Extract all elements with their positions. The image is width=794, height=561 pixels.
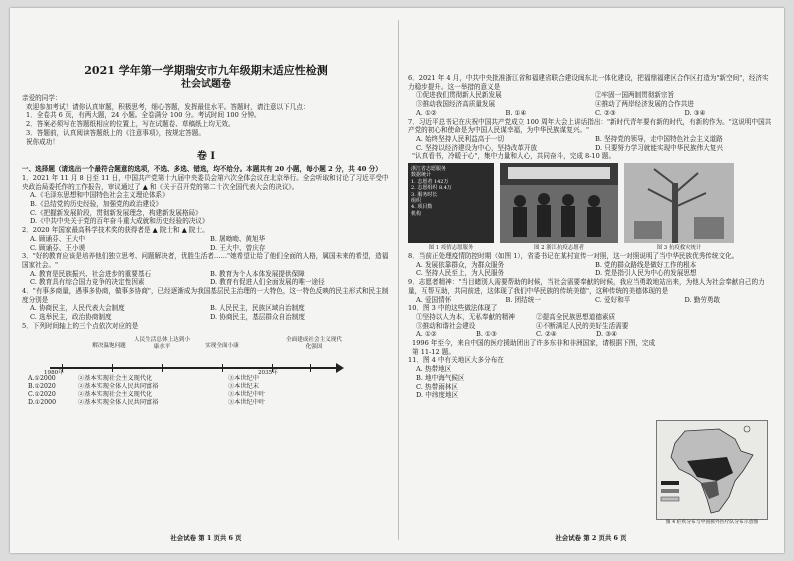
q6-statement-1: ①促进我们贯彻新人民新发展 xyxy=(416,91,502,100)
q10-statements-row-1 xyxy=(408,313,656,322)
exam-subtitle: 社会试题卷 xyxy=(181,79,231,90)
wish-text: 祝你成功！ xyxy=(26,137,59,146)
timeline-label-quanmian: 实现全面小康 xyxy=(205,342,239,349)
q6-choice-d: D. ③④ xyxy=(684,108,706,117)
exam-title: 2021 学年第一学期瑞安市九年级期末适应性检测 xyxy=(84,64,328,77)
q6-statement-4: ④推动了两岸经济发展的合作共进 xyxy=(595,100,694,109)
q6-statements-row-2 xyxy=(408,100,774,109)
q10-statement-2: ②提高全民族思想道德素质 xyxy=(536,312,616,321)
q4-option-a: A. 协商民主，人民代表大会制度 xyxy=(30,304,125,313)
question-1: 1．2021 年 11 月 8 日至 11 日，中国共产党第十九届中央委员会第六次全体会议在北京举行。全会听取和讨论了习近平受中央政治局委托作的工作报告，审议通过了 ▲ 和《关于召开党的第二十次全国代表大会的决议》。 xyxy=(22,173,389,191)
photo-people-icon xyxy=(500,163,618,243)
q8-option-d: D. 党是指引人民为中心的发展思想 xyxy=(595,269,697,278)
q10-choice-a: A. ①② xyxy=(416,330,437,339)
question-11: 11．图 4 中有关地区大多分布在 xyxy=(408,356,504,365)
q4-option-c: C. 选举民主，政治协商制度 xyxy=(30,313,112,322)
exam-sheet xyxy=(10,8,784,553)
figure-row xyxy=(408,163,774,243)
q10-statements-row-2 xyxy=(408,322,656,331)
q6-statements-row-1 xyxy=(408,91,774,100)
q1-option-b: B.《总结党的历史经验，加强党的政治建设》 xyxy=(30,200,163,209)
africa-map xyxy=(656,420,768,520)
q9-option-d: D. 勤劳勇敢 xyxy=(684,295,721,304)
q10-statement-3: ③推动和谐社会建设 xyxy=(416,321,476,330)
figure-3-caption: 图 3 抗疫救灾统计 xyxy=(656,245,702,252)
q2-option-b: B. 屠呦呦、黄旭华 xyxy=(210,234,266,243)
figure-1-caption: 图 1 疫情志愿服务 xyxy=(428,245,474,252)
question-5: 5．下列时间轴上的三个点依次对应的是 xyxy=(22,321,139,330)
q11-12-intro: 1996 年至今，来自中国的医疗援助团出了许多东非和非洲国家，请根据下图，完成第 11-12 题。 xyxy=(412,339,656,356)
q11-option-d: D. 中纬度地区 xyxy=(416,391,459,400)
question-8: 8．当前正处理疫情防控时期（如图 1），省委书记在某村宣传一对照，这一对照说明了当中华民族优秀传统文化。 xyxy=(408,252,739,261)
q5-option-a: A.①2000 ②基本实现社会主义现代化 ③本世纪中 xyxy=(28,374,259,382)
q6-choice-c: C. ②③ xyxy=(595,108,616,117)
q2-option-c: C. 顾诵芬、王小谟 xyxy=(30,243,86,252)
question-6: 6．2021 年 4 月，中共中央批准浙江省和福建省联合建设闽东北一体化建设，把福鼎福建区合作区打造为"新空间"，经济实力稳步提升。这一举措的意义是 xyxy=(408,74,769,91)
q6-statement-2: ②牢固一国两制贯彻新宗旨 xyxy=(595,91,675,100)
q7-option-b: B. 坚持党的领导，走中国特色社会主义道路 xyxy=(595,134,723,143)
question-4: 4．"有事多商量，遇事多协商，做事多协商"，已经逐渐成为我国基层民主治理的一大特色，这一特色反映的民主形式和民主制度分别是 xyxy=(22,287,389,304)
figure-captions xyxy=(408,245,774,252)
q7-option-a: A. 始终坚持人民利益高于一切 xyxy=(416,134,505,143)
timeline-arrow-icon xyxy=(336,363,344,373)
question-3: 3．"好的教育应该是培养他们独立思考、问题解决者，优胜生活者……"她希望让给了他们全面的人格，属国未来的希望，造福国家社会。" xyxy=(22,252,389,269)
rule-3: 3．答题前，认真阅读答题纸上的《注意事项》，按规定答题。 xyxy=(26,128,205,137)
africa-map-icon xyxy=(657,421,767,519)
q1-option-a: A.《毛泽东思想和中国特色社会主义理论体系》 xyxy=(30,191,169,200)
q8-option-b: B. 党的群众路线是做好工作的根本 xyxy=(595,260,697,269)
section-juan-1: 卷 I xyxy=(196,151,216,163)
q10-statement-4: ④不断满足人民的美好生活需要 xyxy=(536,321,629,330)
rule-2: 2．答案必须写在答题纸相应的位置上，写在试题卷、草稿纸上均无效。 xyxy=(26,120,235,129)
timeline-label-qiangguo: 全面建成社会主义现代化强国 xyxy=(286,336,342,350)
q9-option-c: C. 爱好和平 xyxy=(595,295,631,304)
greeting: 亲爱的同学： xyxy=(22,94,62,102)
timeline-axis xyxy=(50,367,340,369)
q10-choices xyxy=(408,330,656,339)
q6-choice-b: B. ①④ xyxy=(505,108,527,117)
figure-2-caption: 图 2 浙江抗疫志愿者 xyxy=(534,245,584,252)
q9-option-b: B. 团结统一 xyxy=(505,295,541,304)
timeline-tick xyxy=(112,364,113,372)
q10-statement-1: ①坚持以人为本，无私奉献的精神 xyxy=(416,312,515,321)
timeline-label-2035: 2035年 xyxy=(258,369,278,376)
q8-options-row-2 xyxy=(408,269,774,278)
q4-option-b: B. 人民民主，民族区域自治制度 xyxy=(210,304,305,313)
q5-option-c: C.①2020 ②基本实现社会主义现代化 ③本世纪中叶 xyxy=(28,390,266,398)
page-left xyxy=(22,8,390,553)
q3-options-row-2 xyxy=(22,278,390,287)
q2-options-row-1 xyxy=(22,235,390,244)
q4-options-row-1 xyxy=(22,304,390,313)
question-9: 9．志愿者精神："当目睹别人需要帮助的时候，当社会需要奉献的时候，我应当勇敢地站出来，为他人为社会奉献自己的力量，互帮互助，共同前进，这体现了我们中华民族的传统美德"，这种传统的美德体现的是 xyxy=(408,278,765,295)
q8-option-a: A. 发展依靠群众，为群众服务 xyxy=(416,260,505,269)
page-right xyxy=(408,8,774,553)
q4-options-row-2 xyxy=(22,313,390,322)
q9-option-a: A. 爱国情怀 xyxy=(416,295,452,304)
page-footer-left: 社会试卷 第 1 页共 6 页 xyxy=(170,534,242,543)
q10-choice-c: C. ②④ xyxy=(536,330,557,339)
q11-option-c: C. 热带雨林区 xyxy=(416,382,458,391)
timeline-label-xiaokang: 人民生活总体上达到小康水平 xyxy=(134,336,190,350)
q3-option-c: C. 教育具有综合国力竞争的决定性因素 xyxy=(30,278,145,287)
question-2: 2．2020 年国家最高科学技术奖的获得者是 ▲ 院士和 ▲ 院士。 xyxy=(22,226,209,235)
figure-1-poster: 浙江省志愿服务 数据统计 1. 志愿者 142万 2. 志愿组织 8.4万 3. 服务时长 组织 4. 项目数 机构 xyxy=(408,163,494,243)
q4-option-d: D. 协商民主，基层群众自治制度 xyxy=(210,313,305,322)
question-7: 7．习近平总书记在庆祝中国共产党成立 100 周年大会上讲话指出："新时代青年要有新的时代，有新的作为。"这说明中国共产党的初心和使命是为中国人民谋幸福，为中华民族谋复兴。" xyxy=(408,117,772,135)
q3-option-b: B. 教育为个人本体发展提供保障 xyxy=(210,269,305,278)
timeline-tick xyxy=(222,364,223,372)
q5-options xyxy=(28,375,328,408)
page-divider xyxy=(398,20,399,540)
q6-statement-3: ③推动我国经济高质量发展 xyxy=(416,100,496,109)
q7-option-c: C. 坚持以经济建设为中心，坚持改革开放 xyxy=(416,143,538,152)
q9-options xyxy=(408,296,774,305)
q1-option-c: C.《把握新发展阶段，贯彻新发展理念，构建新发展格局》 xyxy=(30,208,202,217)
map-caption: 图 4 疟疾分布与中国援外医疗队分布示意图 xyxy=(665,520,759,525)
q3-option-a: A. 教育是民族振兴、社会进步的重要基石 xyxy=(30,269,152,278)
q2-options-row-2 xyxy=(22,244,390,253)
q6-choice-a: A. ①② xyxy=(416,108,437,117)
q11-option-a: A. 热带地区 xyxy=(416,365,452,374)
q2-option-d: D. 王大中、曾庆存 xyxy=(210,243,266,252)
q8-10-intro: "认真看书，冷暖于心"，集中力量和人心，共同奋斗，完成 8-10 题。 xyxy=(412,152,616,161)
timeline-label-wenbao: 解决温饱问题 xyxy=(92,342,126,349)
photo-tree-icon xyxy=(624,163,734,243)
q7-options-row-1 xyxy=(408,135,774,144)
q5-option-d: D.①2000 ②基本实现全体人民共同富裕 ③本世纪中叶 xyxy=(28,399,266,407)
q3-option-d: D. 教育有促进人们全面发展的唯一途径 xyxy=(210,278,325,287)
intro-text: 欢迎参加考试！请你认真审题，积极思考，细心答题，发挥最佳水平。答题时，请注意以下几点： xyxy=(26,102,310,111)
figure-3-photo xyxy=(624,163,734,243)
q10-choice-b: B. ①③ xyxy=(476,330,497,339)
q11-option-b: B. 地中海气候区 xyxy=(416,373,465,382)
figure-2-photo xyxy=(500,163,618,243)
q2-option-a: A. 顾诵芬、王大中 xyxy=(30,234,86,243)
q10-choice-d: D. ③④ xyxy=(596,330,618,339)
rule-1: 1．全卷共 6 页，有两大题，24 小题。全卷满分 100 分。考试时间 100 分钟。 xyxy=(26,111,261,120)
timeline-figure xyxy=(22,333,390,417)
q7-option-d: D. 只要努力学习就能实现中华民族伟大复兴 xyxy=(595,143,723,152)
timeline-label-1980: 1980年 xyxy=(44,369,64,376)
question-10: 10．图 3 中的这些做法体现了 xyxy=(408,304,498,313)
page-footer-right: 社会试卷 第 2 页共 6 页 xyxy=(555,534,627,543)
q5-option-b: B.①2020 ②基本实现全体人民共同富裕 ③本世纪末 xyxy=(28,382,259,390)
timeline-tick xyxy=(162,364,163,372)
q1-option-d: D.《中共中央关于党的百年奋斗重大成就和历史经验的决议》 xyxy=(30,217,209,226)
timeline-tick xyxy=(310,364,311,372)
q8-option-c: C. 坚持人民至上，为人民服务 xyxy=(416,269,505,278)
section-1-heading: 一、选择题（请选出一个最符合题意的选项，不选、多选、错选，均不给分。本题共有 20 小题，每小题 2 分，共 40 分） xyxy=(22,165,382,174)
q6-choices xyxy=(408,109,774,118)
